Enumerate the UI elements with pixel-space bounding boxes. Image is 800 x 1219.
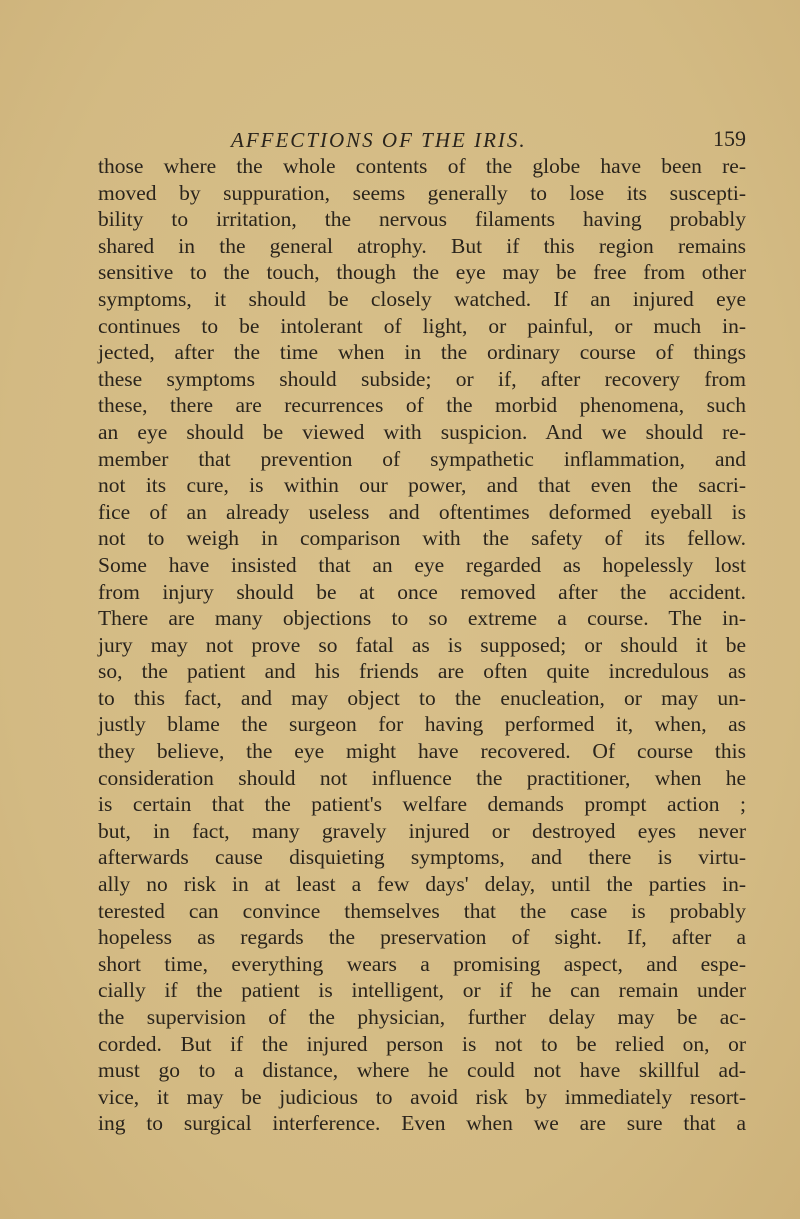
text-line: shared in the general atrophy. But if this region remains — [98, 233, 746, 258]
text-line: ally no risk in at least a few days' delay, until the parties in- — [98, 872, 746, 897]
text-line: bility to irritation, the nervous filaments having probably — [98, 207, 746, 232]
running-title: AFFECTIONS OF THE IRIS. — [231, 128, 527, 152]
text-line: jected, after the time when in the ordinary course of things — [98, 340, 746, 365]
text-line: ing to surgical interference. Even when we are sure that a — [98, 1111, 746, 1136]
text-line: is certain that the patient's welfare demands prompt action ; — [98, 792, 746, 817]
text-line: cially if the patient is intelligent, or if he can remain under — [98, 978, 746, 1003]
text-line: symptoms, it should be closely watched. If an injured eye — [98, 286, 746, 311]
text-line: fice of an already useless and oftentimes deformed eyeball is — [98, 499, 746, 524]
text-line: these, there are recurrences of the morbid phenomena, such — [98, 393, 746, 418]
text-line: hopeless as regards the preservation of sight. If, after a — [98, 925, 746, 950]
text-line: consideration should not influence the practitioner, when he — [98, 765, 746, 790]
text-line: from injury should be at once removed after the accident. — [98, 579, 746, 604]
text-line: justly blame the surgeon for having performed it, when, as — [98, 712, 746, 737]
text-line: must go to a distance, where he could not have skillful ad- — [98, 1058, 746, 1083]
text-line: continues to be intolerant of light, or painful, or much in- — [98, 313, 746, 338]
text-line: to this fact, and may object to the enucleation, or may un- — [98, 685, 746, 710]
text-line: Some have insisted that an eye regarded as hopelessly lost — [98, 552, 746, 577]
text-line: but, in fact, many gravely injured or destroyed eyes never — [98, 818, 746, 843]
text-line: not its cure, is within our power, and that even the sacri- — [98, 473, 746, 498]
text-line: the supervision of the physician, further delay may be ac- — [98, 1005, 746, 1029]
text-line: jury may not prove so fatal as is supposed; or should it be — [98, 632, 746, 657]
text-line: these symptoms should subside; or if, after recovery from — [98, 366, 746, 391]
text-line: corded. But if the injured person is not to be relied on, or — [98, 1031, 746, 1056]
text-line: so, the patient and his friends are often quite incredulous as — [98, 659, 746, 684]
page-number: 159 — [713, 126, 746, 151]
text-line: sensitive to the touch, though the eye may be free from other — [98, 260, 746, 285]
text-line: member that prevention of sympathetic inflammation, and — [98, 446, 746, 471]
text-line: those where the whole contents of the globe have been re- — [98, 154, 746, 178]
text-line: terested can convince themselves that the case is probably — [98, 898, 746, 923]
text-line: vice, it may be judicious to avoid risk by immediately resort- — [98, 1084, 746, 1109]
text-line: moved by suppuration, seems generally to lose its suscepti- — [98, 180, 746, 205]
text-line: an eye should be viewed with suspicion. And we should re- — [98, 419, 746, 444]
text-line: short time, everything wears a promising aspect, and espe- — [98, 951, 746, 976]
text-line: not to weigh in comparison with the safety of its fellow. — [98, 526, 746, 551]
text-line: There are many objections to so extreme a course. The in- — [98, 606, 746, 631]
text-line: afterwards cause disquieting symptoms, and there is virtu- — [98, 845, 746, 870]
body-text — [98, 153, 746, 1137]
text-line: they believe, the eye might have recovered. Of course this — [98, 739, 746, 764]
